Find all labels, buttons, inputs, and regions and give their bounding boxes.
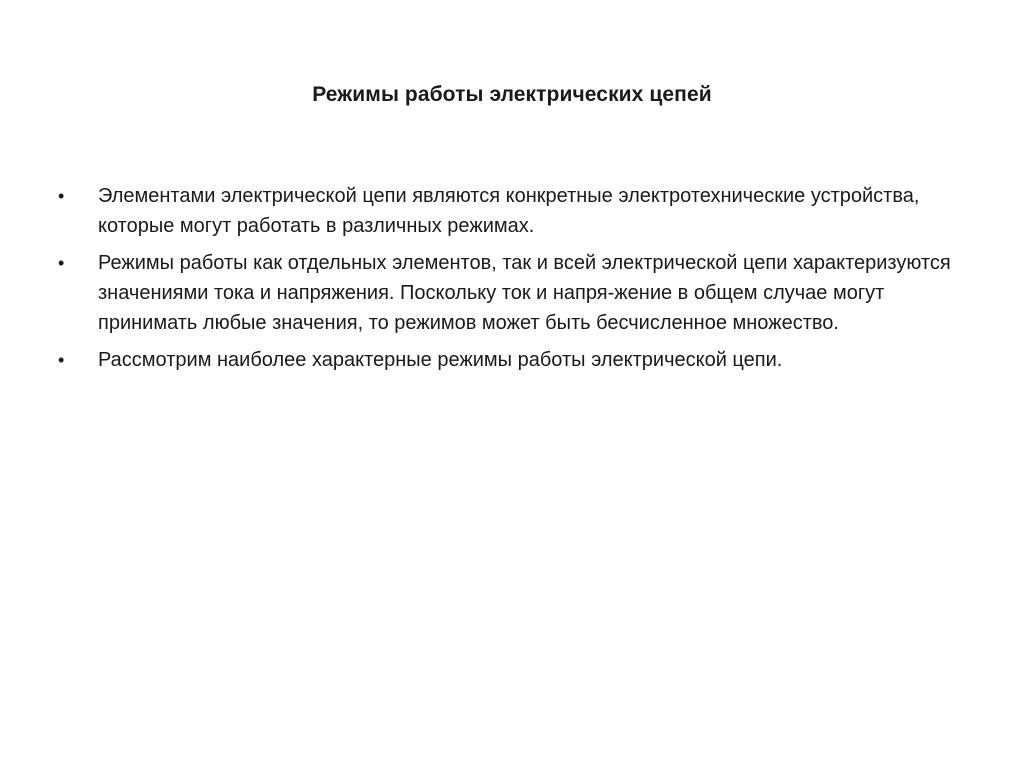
list-item [56, 345, 956, 375]
bullet-text: Элементами электрической цепи являются конкретные электротехнические устройства, которые могут работать в различных режимах. [98, 185, 920, 237]
bullet-icon: • [58, 253, 65, 273]
bullet-icon: • [58, 350, 65, 370]
slide-title: Режимы работы электрических цепей [312, 83, 712, 106]
bullet-text: Режимы работы как отдельных элементов, так и всей электрической цепи характеризуются значениями тока и напряжения. Поскольку ток и напря-жение в общем случае могут принимать любые значения, то режимов может быть бесчисленное множество. [98, 252, 951, 334]
bullet-text: Рассмотрим наиболее характерные режимы работы электрической цепи. [98, 349, 783, 371]
bullet-list [56, 181, 956, 382]
list-item [56, 181, 956, 241]
bullet-icon: • [58, 186, 65, 206]
list-item [56, 248, 956, 338]
